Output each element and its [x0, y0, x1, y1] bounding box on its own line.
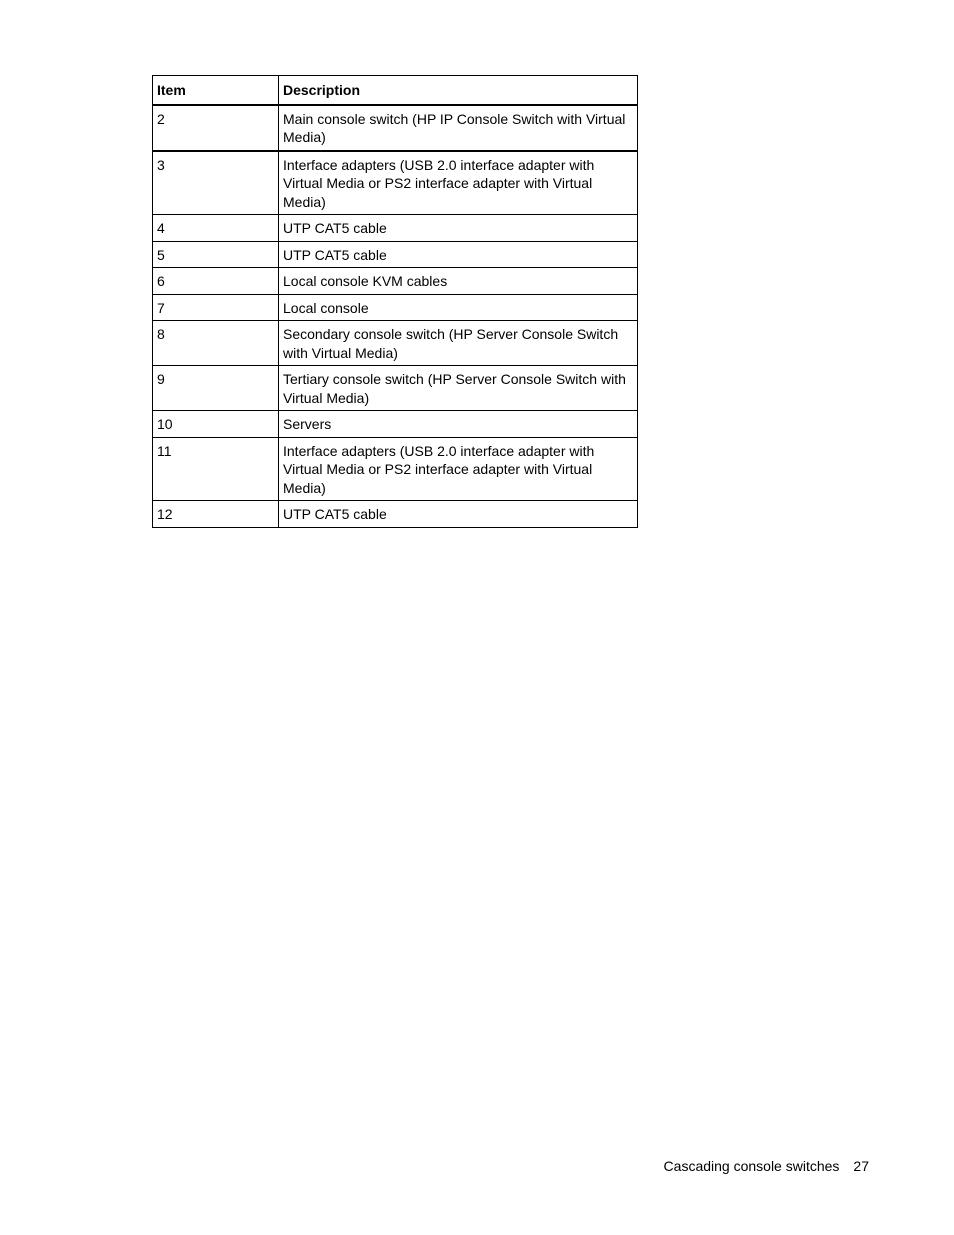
description-cell: Secondary console switch (HP Server Console Switch with Virtual Media)	[279, 321, 638, 366]
item-cell: 2	[153, 105, 279, 151]
item-cell: 9	[153, 366, 279, 411]
item-cell: 10	[153, 411, 279, 438]
item-cell: 4	[153, 215, 279, 242]
page-footer	[664, 1158, 869, 1174]
footer-section-title: Cascading console switches	[663, 1158, 840, 1174]
table-row	[153, 501, 638, 528]
item-cell: 11	[153, 437, 279, 501]
description-cell: Local console KVM cables	[279, 268, 638, 295]
description-cell: Interface adapters (USB 2.0 interface adapter with Virtual Media or PS2 interface adapter with Virtual Media)	[279, 151, 638, 215]
page-number: 27	[853, 1158, 869, 1174]
column-header-item: Item	[153, 76, 279, 105]
description-cell: Local console	[279, 294, 638, 321]
table-row	[153, 215, 638, 242]
table-row	[153, 241, 638, 268]
item-cell: 3	[153, 151, 279, 215]
description-cell: Main console switch (HP IP Console Switch with Virtual Media)	[279, 105, 638, 151]
description-cell: Interface adapters (USB 2.0 interface adapter with Virtual Media or PS2 interface adapter with Virtual Media)	[279, 437, 638, 501]
item-cell: 6	[153, 268, 279, 295]
description-cell: Servers	[279, 411, 638, 438]
table-row	[153, 366, 638, 411]
item-cell: 8	[153, 321, 279, 366]
column-header-description: Description	[279, 76, 638, 105]
table-row	[153, 437, 638, 501]
table-row	[153, 268, 638, 295]
table-row	[153, 411, 638, 438]
description-cell: UTP CAT5 cable	[279, 215, 638, 242]
table-header-row	[153, 76, 638, 105]
description-cell: Tertiary console switch (HP Server Console Switch with Virtual Media)	[279, 366, 638, 411]
item-cell: 7	[153, 294, 279, 321]
item-cell: 5	[153, 241, 279, 268]
table-row	[153, 294, 638, 321]
table-row	[153, 321, 638, 366]
table-row	[153, 105, 638, 151]
item-description-table	[152, 75, 638, 528]
item-cell: 12	[153, 501, 279, 528]
table-row	[153, 151, 638, 215]
description-cell: UTP CAT5 cable	[279, 501, 638, 528]
description-cell: UTP CAT5 cable	[279, 241, 638, 268]
